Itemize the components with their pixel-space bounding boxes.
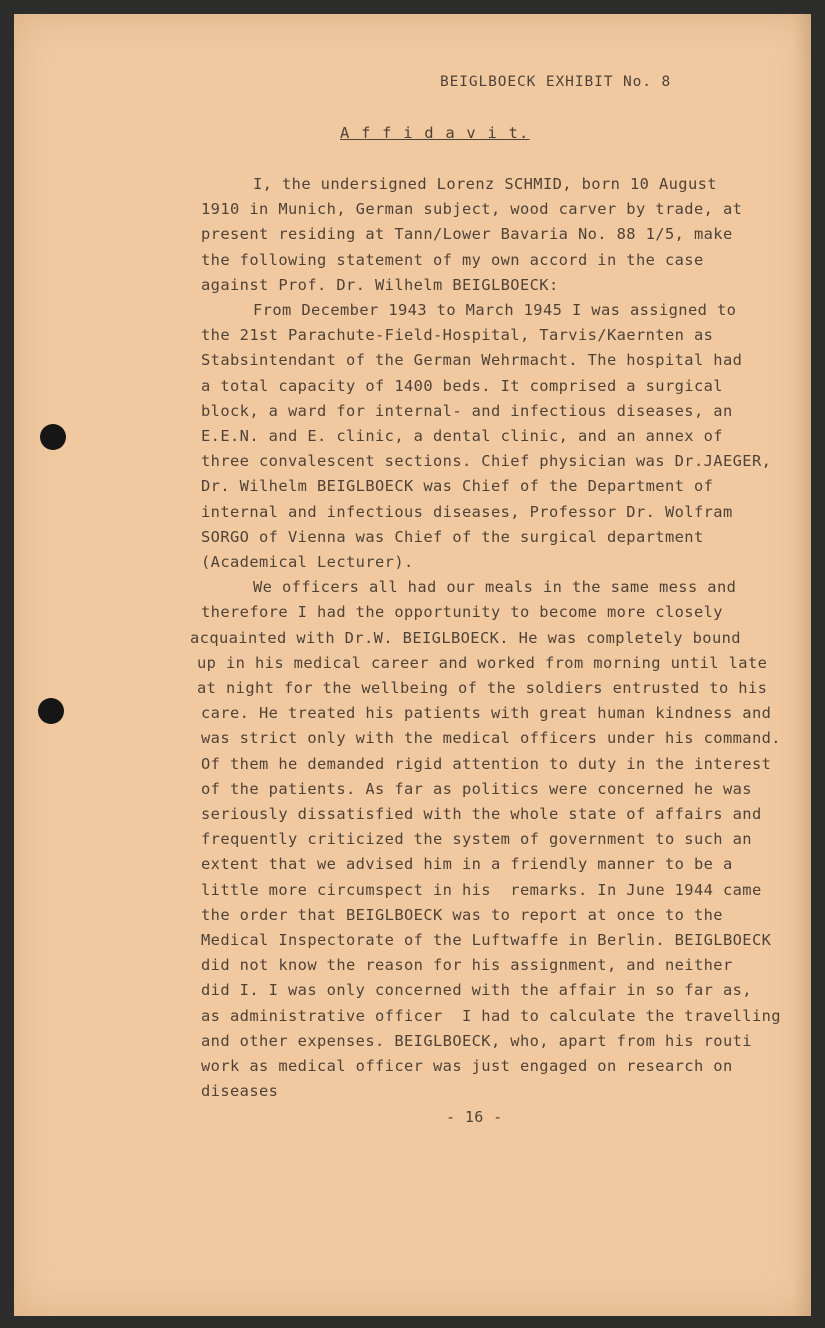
body-line: was strict only with the medical officers under his command. bbox=[201, 729, 781, 748]
body-line: seriously dissatisfied with the whole state of affairs and bbox=[201, 805, 762, 823]
body-line: the following statement of my own accord in the case bbox=[201, 250, 704, 269]
body-line: present residing at Tann/Lower Bavaria No. 88 1/5, make bbox=[201, 225, 733, 244]
punch-hole-lower bbox=[38, 698, 64, 724]
body-line: little more circumspect in his remarks. In June 1944 came bbox=[201, 880, 762, 899]
body-line: did not know the reason for his assignment, and neither bbox=[201, 956, 733, 975]
body-line: up in his medical career and worked from morning until late bbox=[197, 653, 768, 672]
body-line: the order that BEIGLBOECK was to report at once to the bbox=[201, 905, 723, 924]
body-line: at night for the wellbeing of the soldiers entrusted to his bbox=[197, 679, 768, 697]
body-line: the 21st Parachute-Field-Hospital, Tarvis/Kaernten as bbox=[201, 326, 714, 345]
body-line: of the patients. As far as politics were concerned he was bbox=[201, 779, 752, 798]
body-line: Of them he demanded rigid attention to duty in the interest bbox=[201, 754, 772, 773]
body-line: From December 1943 to March 1945 I was assigned to bbox=[253, 301, 737, 319]
exhibit-label: BEIGLBOECK EXHIBIT No. 8 bbox=[440, 74, 672, 90]
body-line: therefore I had the opportunity to become more closely bbox=[201, 603, 723, 622]
body-line: a total capacity of 1400 beds. It comprised a surgical bbox=[201, 376, 723, 395]
body-line: as administrative officer I had to calculate the travelling bbox=[201, 1006, 781, 1025]
page-edge bbox=[793, 14, 811, 1316]
body-line: work as medical officer was just engaged on research on bbox=[201, 1057, 733, 1075]
body-line: Stabsintendant of the German Wehrmacht. The hospital had bbox=[201, 351, 743, 370]
body-line: frequently criticized the system of government to such an bbox=[201, 830, 752, 849]
body-line: internal and infectious diseases, Professor Dr. Wolfram bbox=[201, 502, 733, 521]
body-line: SORGO of Vienna was Chief of the surgical department bbox=[201, 527, 704, 546]
body-line: three convalescent sections. Chief physician was Dr.JAEGER, bbox=[201, 452, 772, 471]
body-line: I, the undersigned Lorenz SCHMID, born 10 August bbox=[253, 175, 717, 193]
body-line: extent that we advised him in a friendly manner to be a bbox=[201, 855, 733, 874]
body-line: 1910 in Munich, German subject, wood carver by trade, at bbox=[201, 200, 743, 219]
document-title: A f f i d a v i t. bbox=[340, 124, 530, 142]
body-line: Medical Inspectorate of the Luftwaffe in Berlin. BEIGLBOECK bbox=[201, 931, 772, 949]
punch-hole-upper bbox=[40, 424, 66, 450]
body-line: acquainted with Dr.W. BEIGLBOECK. He was completely bound bbox=[190, 628, 741, 647]
body-line: did I. I was only concerned with the affair in so far as, bbox=[201, 981, 752, 1000]
page-number: - 16 - bbox=[446, 1108, 503, 1126]
body-line: (Academical Lecturer). bbox=[201, 553, 414, 571]
body-line: Dr. Wilhelm BEIGLBOECK was Chief of the Department of bbox=[201, 477, 714, 496]
body-line: and other expenses. BEIGLBOECK, who, apart from his routi bbox=[201, 1031, 752, 1050]
body-line: care. He treated his patients with great human kindness and bbox=[201, 704, 772, 723]
body-line: block, a ward for internal- and infectious diseases, an bbox=[201, 401, 733, 420]
body-line: E.E.N. and E. clinic, a dental clinic, and an annex of bbox=[201, 427, 723, 445]
body-line: against Prof. Dr. Wilhelm BEIGLBOECK: bbox=[201, 275, 559, 294]
body-line: diseases bbox=[201, 1082, 279, 1101]
body-line: We officers all had our meals in the same mess and bbox=[253, 578, 737, 597]
